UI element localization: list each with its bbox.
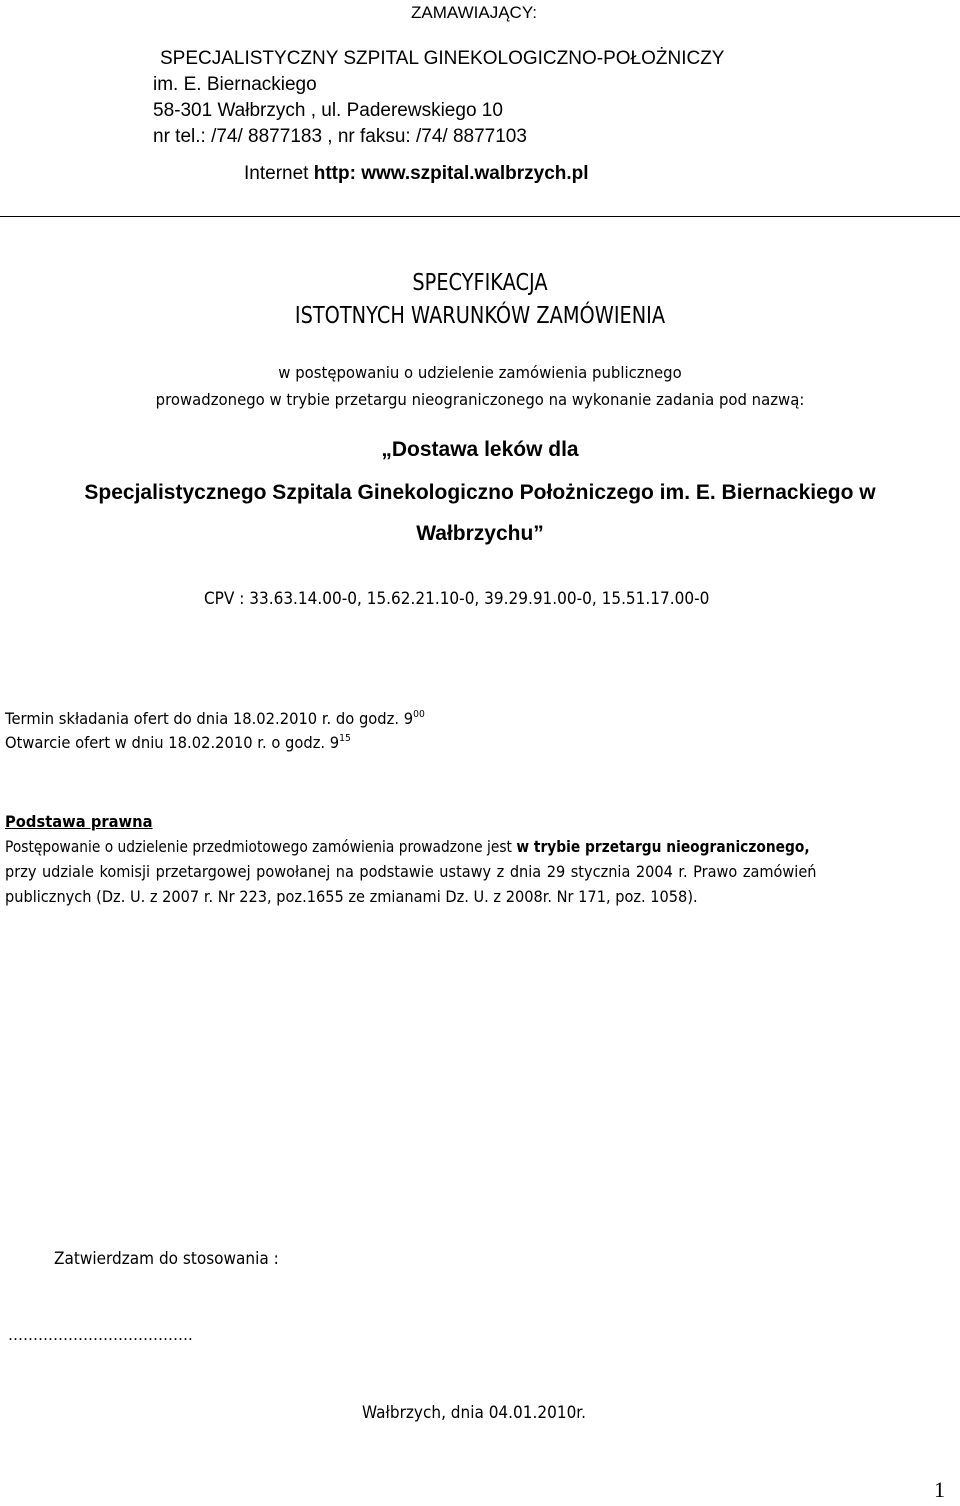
legal-line1 (5, 837, 810, 856)
legal-line1-emphasis: w trybie przetargu nieograniczonego, (516, 837, 810, 856)
submission-minutes: 00 (413, 709, 425, 720)
legal-heading: Podstawa prawna (5, 812, 153, 831)
opening-text: Otwarcie ofert w dniu 18.02.2010 r. o godz. 9 (5, 733, 340, 752)
internet-line (244, 163, 589, 185)
submission-text: Termin składania ofert do dnia 18.02.2010 r. do godz. 9 (5, 709, 414, 728)
opening-minutes: 15 (339, 733, 351, 744)
internet-label: Internet (244, 163, 314, 184)
approval-label: Zatwierdzam do stosowania : (54, 1249, 279, 1269)
cpv-codes: CPV : 33.63.14.00-0, 15.62.21.10-0, 39.29.91.00-0, 15.51.17.00-0 (204, 589, 710, 609)
phone-fax: nr tel.: /74/ 8877183 , nr faksu: /74/ 8877103 (153, 126, 527, 147)
title-line1: SPECYFIKACJA (412, 270, 548, 296)
task-line3: Wałbrzychu” (416, 522, 544, 545)
task-line2: Specjalistycznego Szpitala Ginekologiczno Położniczego im. E. Biernackiego w (84, 481, 876, 504)
internet-url[interactable]: http: www.szpital.walbrzych.pl (313, 163, 589, 184)
legal-line1-text: Postępowanie o udzielenie przedmiotowego zamówienia prowadzone jest (5, 837, 517, 856)
signature-line: ………………………………. (8, 1326, 193, 1344)
title-line2: ISTOTNYCH WARUNKÓW ZAMÓWIENIA (294, 303, 666, 329)
opening-date (5, 733, 351, 752)
orderer-label: ZAMAWIAJĄCY: (411, 3, 537, 22)
legal-line2: przy udziale komisji przetargowej powołanej na podstawie ustawy z dnia 29 stycznia 2004 r. Prawo zamówień (5, 862, 817, 881)
hospital-name: SPECJALISTYCZNY SZPITAL GINEKOLOGICZNO-POŁOŻNICZY (160, 48, 725, 69)
hospital-patron: im. E. Biernackiego (153, 74, 317, 95)
page-number: 1 (934, 1477, 945, 1502)
intro-line1: w postępowaniu o udzielenie zamówienia publicznego (278, 363, 682, 382)
legal-line3: publicznych (Dz. U. z 2007 r. Nr 223, poz.1655 ze zmianami Dz. U. z 2008r. Nr 171, poz. 1058). (5, 887, 698, 906)
task-line1: „Dostawa leków dla (381, 438, 579, 461)
place-date: Wałbrzych, dnia 04.01.2010r. (362, 1403, 587, 1423)
header-divider (0, 216, 960, 217)
hospital-address: 58-301 Wałbrzych , ul. Paderewskiego 10 (153, 100, 503, 121)
submission-deadline (5, 709, 425, 728)
intro-line2: prowadzonego w trybie przetargu nieograniczonego na wykonanie zadania pod nazwą: (155, 390, 805, 409)
